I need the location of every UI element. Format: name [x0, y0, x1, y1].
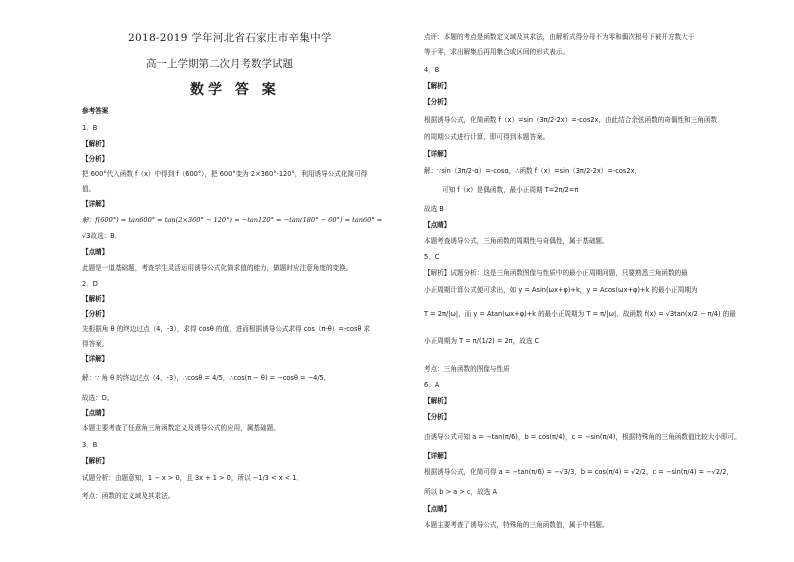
q6-detail-line1: 根据诱导公式，化简可得 a = −tan(π/6) = −√3/3，b = cos(π/4) = √2/2，c = −sin(π/4) = −√2/2， — [424, 468, 734, 476]
q4-analysis-line1: 根据诱导公式，化简函数 f（x）=sin（3π/2-2x）=-cos2x，由此结合余弦函数的奇偶性和三角函数 — [424, 116, 718, 124]
q1-detail-line2: √3故选：B． — [82, 232, 122, 240]
q5-analysis-line2: 小正周期计算公式便可求出，如 y = Asin(ωx+φ)+k，y = Acos(ωx+φ)+k 的最小正周期为 — [424, 286, 698, 294]
q6-answer: 6．A — [424, 381, 440, 389]
q2-analysis-line1: 先根据角 θ 的终边过点（4，-3），求得 cosθ 的值，进而根据诱导公式求得 cos（π-θ）=-cosθ 求 — [82, 325, 371, 333]
q6-xiangjie-tag: 【详解】 — [424, 452, 451, 460]
q3-point: 考点：函数的定义域及其求法。 — [82, 492, 175, 500]
q2-xiangjie-tag: 【详解】 — [82, 355, 109, 363]
q3-remark-line2: 等于零，求出解集后再用集合或区间的形式表示。 — [424, 48, 570, 56]
doc-answer-title: 数学 答 案 — [190, 82, 280, 98]
q3-jiexi-tag: 【解析】 — [82, 457, 109, 465]
q4-detail-line2: 可知 f（x）是偶函数，最小正周期 T=2π/2=π — [442, 186, 579, 194]
q3-analysis: 试题分析：由题意知，1 − x > 0，且 3x + 1 > 0，所以 −1/3 < x < 1． — [82, 474, 304, 482]
q5-analysis-line3: T = 2π/|ω|，而 y = Atan(ωx+φ)+k 的最小正周期为 T = π/|ω|，故函数 f(x) = √3tan(x/2 − π/4) 的最 — [424, 310, 736, 318]
q6-comment: 本题主要考查了诱导公式，特殊角的三角函数值，属于中档题。 — [424, 521, 609, 529]
q2-fenxi-tag: 【分析】 — [82, 310, 109, 318]
q2-choose: 故选：D。 — [82, 394, 114, 402]
q6-fenxi-tag: 【分析】 — [424, 413, 451, 421]
q2-jiexi-tag: 【解析】 — [82, 295, 109, 303]
q4-comment: 本题考查诱导公式，三角函数的周期性与奇偶性，属于基础题。 — [424, 237, 609, 245]
q2-comment: 本题主要考查了任意角三角函数定义及诱导公式的应用，属基础题。 — [82, 424, 280, 432]
q4-choose: 故选 B — [424, 205, 444, 213]
q1-analysis-line1: 把 600°代入函数 f（x）中得到 f（600°），把 600°变为 2×360°-120°，利用诱导公式化简可得 — [82, 170, 368, 178]
q3-answer: 3．B — [82, 441, 98, 449]
q1-detail-line1: 解：f(600°) = tan600° = tan(2×360° − 120°) = −tan120° = −tan(180° − 60°) = tan60° = — [82, 216, 383, 224]
q2-detail: 解：∵ 角 θ 的终边过点（4，-3），∴cosθ = 4/5，∴cos(π − θ) = −cosθ = −4/5， — [82, 374, 331, 382]
q4-dianjing-tag: 【点睛】 — [424, 221, 451, 229]
q4-answer: 4．B — [424, 66, 440, 74]
q4-fenxi-tag: 【分析】 — [424, 98, 451, 106]
left-column — [82, 0, 404, 562]
q4-detail-line1: 解：∵sin（3π/2-α）=-cosα，∴函数 f（x）=sin（3π/2-2x）=-cos2x， — [424, 167, 642, 175]
q2-dianjing-tag: 【点睛】 — [82, 409, 109, 417]
q6-analysis: 由诱导公式可知 a = −tan(π/6)，b = cos(π/4)，c = −sin(π/4)，根据特殊角的三角函数值比较大小即可。 — [424, 433, 741, 441]
doc-school-title: 2018-2019 学年河北省石家庄市辛集中学 — [128, 32, 332, 44]
q1-dianjing-tag: 【点睛】 — [82, 248, 109, 256]
q1-xiangjie-tag: 【详解】 — [82, 200, 109, 208]
q2-analysis-line2: 得答案。 — [82, 340, 109, 348]
q6-jiexi-tag: 【解析】 — [424, 397, 451, 405]
q1-jiexi-tag: 【解析】 — [82, 140, 109, 148]
q4-xiangjie-tag: 【详解】 — [424, 150, 451, 158]
q1-comment: 此题是一道基础题，考查学生灵活运用诱导公式化简求值的能力，做题时应注意角度的变换。 — [82, 264, 353, 272]
reference-answer-heading: 参考答案 — [82, 107, 109, 115]
q1-fenxi-tag: 【分析】 — [82, 155, 109, 163]
q1-answer: 1．B — [82, 124, 98, 132]
q5-point: 考点：三角函数的图像与性质 — [424, 365, 510, 373]
q5-analysis-line4: 小正周期为 T = π/(1/2) = 2π，故选 C — [424, 337, 540, 345]
q4-jiexi-tag: 【解析】 — [424, 82, 451, 90]
q2-answer: 2．D — [82, 280, 98, 288]
q4-analysis-line2: 的周期公式进行计算，即可得到本题答案。 — [424, 133, 550, 141]
q6-dianjing-tag: 【点睛】 — [424, 505, 451, 513]
doc-exam-title: 高一上学期第二次月考数学试题 — [146, 58, 293, 70]
q5-analysis-line1: 【解析】试题分析：这是三角函数图像与性质中的最小正周期问题，只要熟悉三角函数的最 — [424, 269, 688, 277]
q3-remark-line1: 点评：本题的考点是函数定义域及其求法，由解析式得分母不为零和偶次根号下被开方数大于 — [424, 33, 695, 41]
q6-detail-line2: 所以 b > a > c，故选 A — [424, 488, 497, 496]
q5-answer: 5．C — [424, 253, 440, 261]
q1-analysis-line2: 值。 — [82, 185, 96, 193]
right-column — [424, 0, 772, 562]
